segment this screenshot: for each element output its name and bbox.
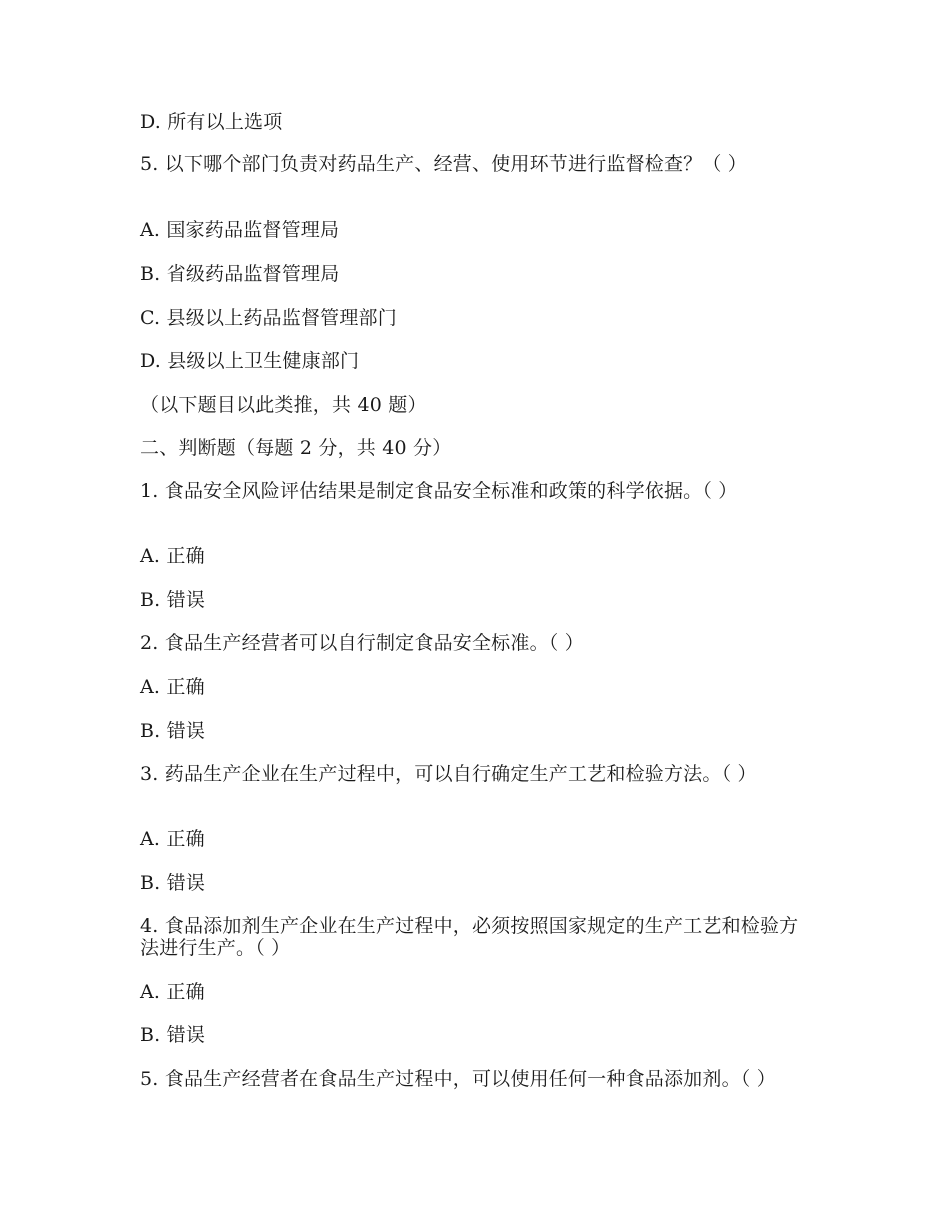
tf-question-3: 3. 药品生产企业在生产过程中，可以自行确定生产工艺和检验方法。（ ） [140, 763, 757, 785]
section-heading-true-false: 二、判断题（每题 2 分，共 40 分） [140, 437, 452, 459]
tf-question-5: 5. 食品生产经营者在食品生产过程中，可以使用任何一种食品添加剂。（ ） [140, 1068, 776, 1090]
tf-q1-option-a: A. 正确 [140, 545, 205, 567]
question-5: 5. 以下哪个部门负责对药品生产、经营、使用环节进行监督检查？（ ） [140, 153, 748, 175]
option-b-q5: B. 省级药品监督管理局 [140, 263, 340, 285]
tf-question-4: 4. 食品添加剂生产企业在生产过程中，必须按照国家规定的生产工艺和检验方法进行生产。（ ） [140, 915, 799, 959]
option-a-q5: A. 国家药品监督管理局 [140, 219, 340, 241]
tf-question-1: 1. 食品安全风险评估结果是制定食品安全标准和政策的科学依据。（ ） [140, 480, 738, 502]
tf-q2-option-a: A. 正确 [140, 676, 205, 698]
tf-q3-option-b: B. 错误 [140, 872, 206, 894]
tf-q2-option-b: B. 错误 [140, 720, 206, 742]
note-remaining-questions: （以下题目以此类推，共 40 题） [140, 394, 427, 416]
tf-q3-option-a: A. 正确 [140, 828, 205, 850]
option-d-q5: D. 县级以上卫生健康部门 [140, 350, 360, 372]
tf-q4-option-a: A. 正确 [140, 981, 205, 1003]
option-d-q4: D. 所有以上选项 [140, 111, 283, 133]
tf-q4-option-b: B. 错误 [140, 1024, 206, 1046]
tf-question-2: 2. 食品生产经营者可以自行制定食品安全标准。（ ） [140, 632, 584, 654]
tf-q1-option-b: B. 错误 [140, 589, 206, 611]
option-c-q5: C. 县级以上药品监督管理部门 [140, 307, 397, 329]
